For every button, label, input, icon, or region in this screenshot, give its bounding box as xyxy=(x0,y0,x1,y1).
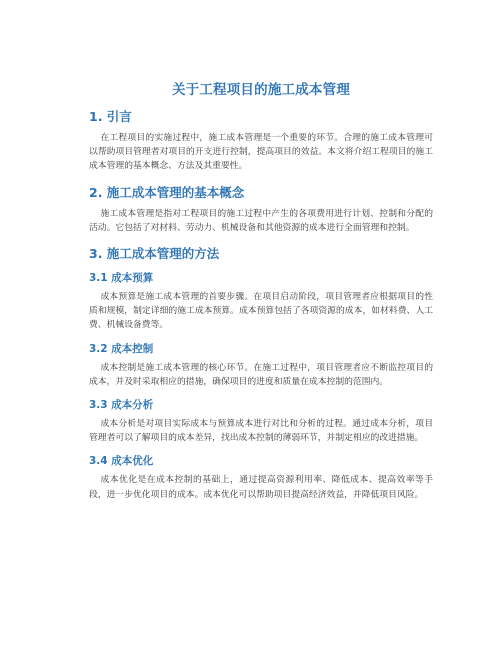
subsection-heading-optimization: 3.4 成本优化 xyxy=(89,455,154,468)
subsection-text-analysis: 成本分析是对项目实际成本与预算成本进行对比和分析的过程。通过成本分析，项目管理者可以了解项目的成本差异，找出成本控制的薄弱环节，并制定相应的改进措施。 xyxy=(89,419,433,444)
document-page xyxy=(89,78,433,502)
section-text-concept: 施工成本管理是指对工程项目的施工过程中产生的各项费用进行计划、控制和分配的活动。它包括了对材料、劳动力、机械设备和其他资源的成本进行全面管理和控制。 xyxy=(89,208,433,233)
subsection-heading-budget: 3.1 成本预算 xyxy=(89,272,154,285)
section-text-intro: 在工程项目的实施过程中，施工成本管理是一个重要的环节。合理的施工成本管理可以帮助项目管理者对项目的开支进行控制，提高项目的效益。本文将介绍工程项目的施工成本管理的基本概念、方法及其重要性。 xyxy=(89,133,433,172)
subsection-heading-analysis: 3.3 成本分析 xyxy=(89,399,154,412)
section-heading-intro: 1. 引言 xyxy=(89,109,132,124)
subsection-text-optimization: 成本优化是在成本控制的基础上，通过提高资源利用率、降低成本、提高效率等手段，进一步优化项目的成本。成本优化可以帮助项目提高经济效益，并降低项目风险。 xyxy=(89,475,433,500)
subsection-text-budget: 成本预算是施工成本管理的首要步骤。在项目启动阶段，项目管理者应根据项目的性质和规模，制定详细的施工成本预算。成本预算包括了各项资源的成本，如材料费、人工费、机械设备费等。 xyxy=(89,292,433,331)
subsection-heading-control: 3.2 成本控制 xyxy=(89,342,154,355)
section-heading-methods: 3. 施工成本管理的方法 xyxy=(89,246,220,262)
section-heading-concept: 2. 施工成本管理的基本概念 xyxy=(89,184,245,200)
subsection-text-control: 成本控制是施工成本管理的核心环节。在施工过程中，项目管理者应不断监控项目的成本，并及时采取相应的措施，确保项目的进度和质量在成本控制的范围内。 xyxy=(89,362,433,387)
document-title: 关于工程项目的施工成本管理 xyxy=(171,82,351,98)
